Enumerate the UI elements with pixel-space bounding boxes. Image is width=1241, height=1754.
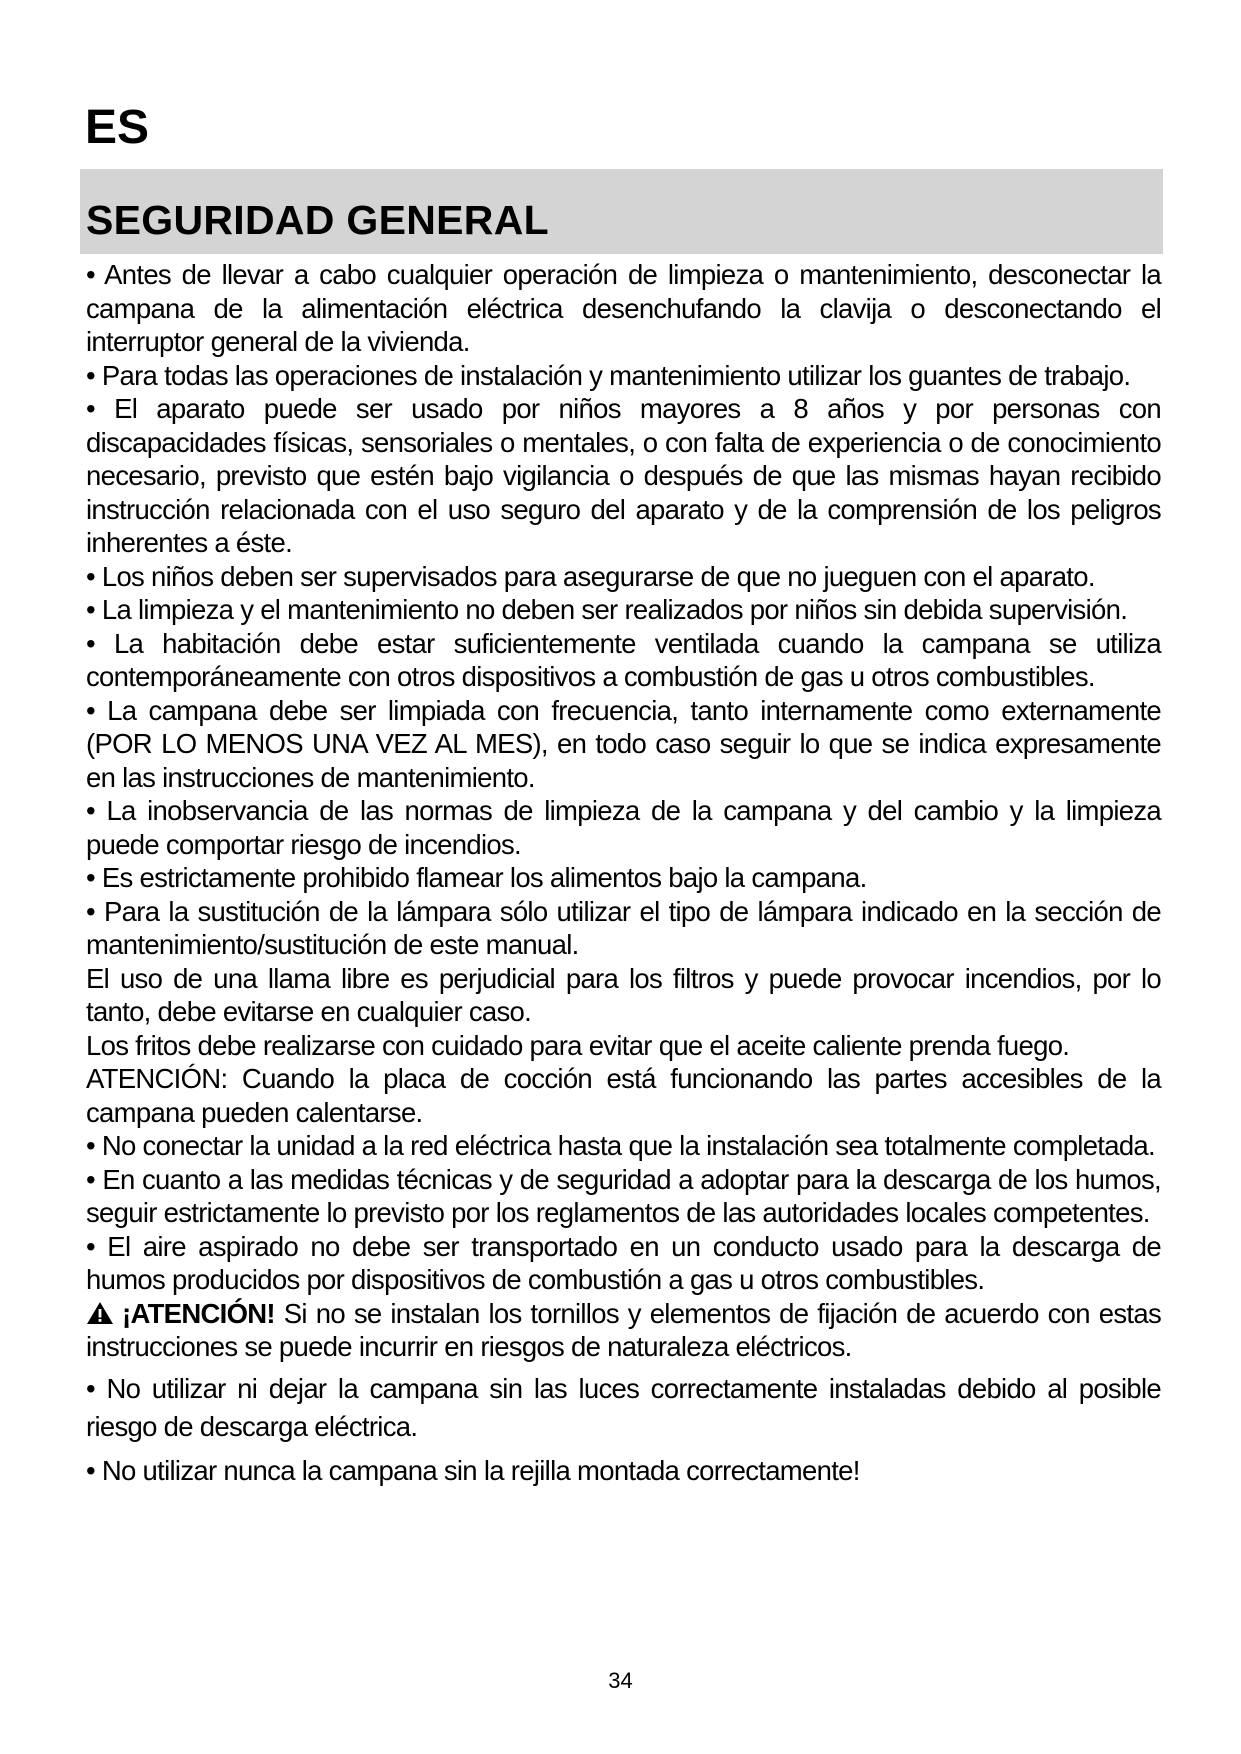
paragraph: • No utilizar ni dejar la campana sin las luces correctamente instaladas debido al posible riesgo de descarga eléctrica.	[86, 1372, 1161, 1442]
paragraph: El uso de una llama libre es perjudicial para los filtros y puede provocar incendios, por lo tanto, debe evitarse en cualquier caso.	[86, 962, 1161, 1027]
paragraph: • No conectar la unidad a la red eléctrica hasta que la instalación sea totalmente completada.	[86, 1130, 1155, 1161]
paragraph: • El aire aspirado no debe ser transportado en un conducto usado para la descarga de humos producidos por dispositivos de combustión a gas u otros combustibles.	[86, 1230, 1161, 1295]
warning-triangle-icon	[86, 1301, 114, 1325]
page-number: 34	[608, 1668, 633, 1693]
paragraph: • La habitación debe estar suficientemente ventilada cuando la campana se utiliza contemporáneamente con otros dispositivos a combustión de gas u otros combustibles.	[86, 627, 1161, 692]
warning-label: ¡ATENCIÓN!	[122, 1297, 275, 1329]
warning-paragraph	[86, 1297, 1161, 1364]
paragraph: • La limpieza y el mantenimiento no deben ser realizados por niños sin debida supervisión.	[86, 594, 1128, 625]
paragraph: • Para todas las operaciones de instalación y mantenimiento utilizar los guantes de trabajo.	[86, 359, 1131, 391]
paragraph: ATENCIÓN: Cuando la placa de cocción está funcionando las partes accesibles de la campana pueden calentarse.	[86, 1063, 1161, 1128]
paragraph: • Para la sustitución de la lámpara sólo utilizar el tipo de lámpara indicado en la sección de mantenimiento/sustitución de este manual.	[86, 895, 1161, 960]
paragraph: • La inobservancia de las normas de limpieza de la campana y del cambio y la limpieza puede comportar riesgo de incendios.	[86, 795, 1161, 860]
safety-text-body	[86, 258, 1161, 1490]
section-title: SEGURIDAD GENERAL	[86, 197, 549, 243]
paragraph: • En cuanto a las medidas técnicas y de seguridad a adoptar para la descarga de los humos, seguir estrictamente lo previsto por los reglamentos de las autoridades locales competentes.	[86, 1163, 1161, 1228]
language-code: ES	[85, 101, 150, 154]
paragraph: Los fritos debe realizarse con cuidado para evitar que el aceite caliente prenda fuego.	[86, 1029, 1070, 1061]
paragraph: • La campana debe ser limpiada con frecuencia, tanto internamente como externamente (POR LO MENOS UNA VEZ AL MES), en todo caso seguir lo que se indica expresamente en las instrucciones de mantenimiento.	[86, 694, 1161, 793]
warning-text: Si no se instalan los tornillos y elementos de fijación de acuerdo con estas instrucciones se puede incurrir en riesgos de naturaleza eléctricos.	[86, 1297, 1161, 1362]
paragraph: • El aparato puede ser usado por niños mayores a 8 años y por personas con discapacidades físicas, sensoriales o mentales, o con falta de experiencia o de conocimiento necesario, previsto que estén bajo vigilancia o después de que las mismas hayan recibido instrucción relacionada con el uso seguro del aparato y de la comprensión de los peligros inherentes a éste.	[86, 393, 1161, 558]
paragraph: • No utilizar nunca la campana sin la rejilla montada correctamente!	[86, 1454, 860, 1486]
paragraph: • Los niños deben ser supervisados para asegurarse de que no jueguen con el aparato.	[86, 560, 1095, 592]
paragraph: • Es estrictamente prohibido flamear los alimentos bajo la campana.	[86, 862, 867, 893]
paragraph: • Antes de llevar a cabo cualquier operación de limpieza o mantenimiento, desconectar la campana de la alimentación eléctrica desenchufando la clavija o desconectando el interruptor general de la vivienda.	[86, 259, 1161, 357]
